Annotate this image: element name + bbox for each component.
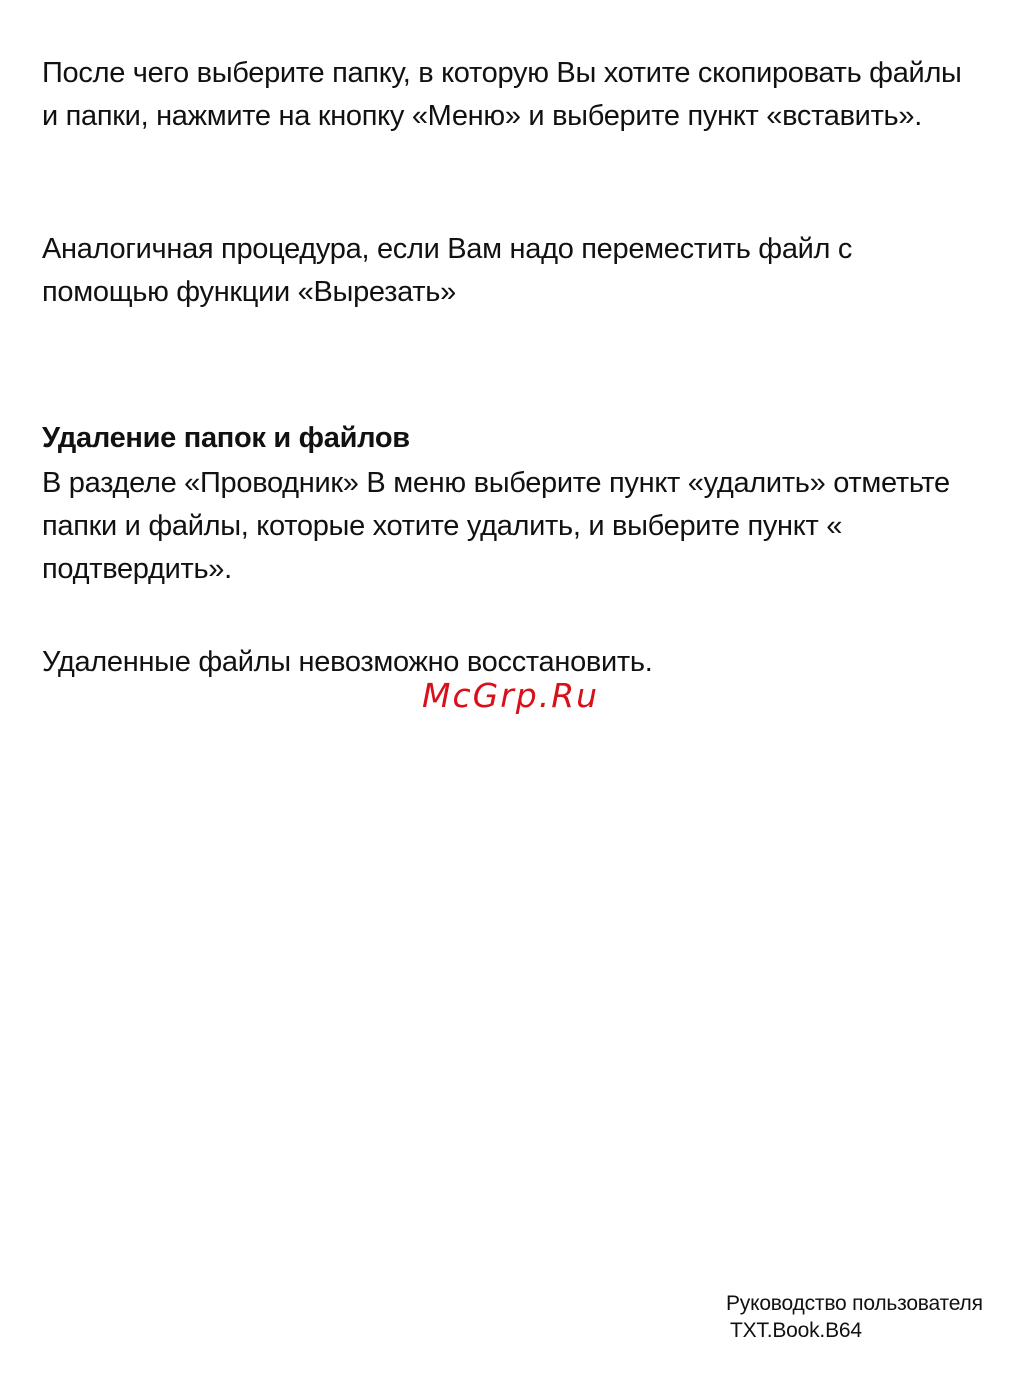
section-heading-delete: Удаление папок и файлов [42, 422, 410, 454]
paragraph-cut-instructions: Аналогичная процедура, если Вам надо переместить файл с помощью функции «Вырезать» [42, 233, 853, 308]
footer-manual-title: Руководство пользователя [726, 1292, 983, 1315]
watermark: McGrp.Ru [422, 676, 600, 715]
page-footer [726, 1290, 983, 1344]
footer-model-name: TXT.Book.B64 [730, 1319, 862, 1342]
paragraph-delete-warning: Удаленные файлы невозможно восстановить. [42, 646, 653, 678]
paragraph-copy-instructions: После чего выберите папку, в которую Вы хотите скопировать файлы и папки, нажмите на кнопку «Меню» и выберите пункт «вставить». [42, 57, 962, 132]
paragraph-delete-instructions: В разделе «Проводник» В меню выберите пункт «удалить» отметьте папки и файлы, которые хотите удалить, и выберите пункт « подтвердить». [42, 467, 950, 585]
